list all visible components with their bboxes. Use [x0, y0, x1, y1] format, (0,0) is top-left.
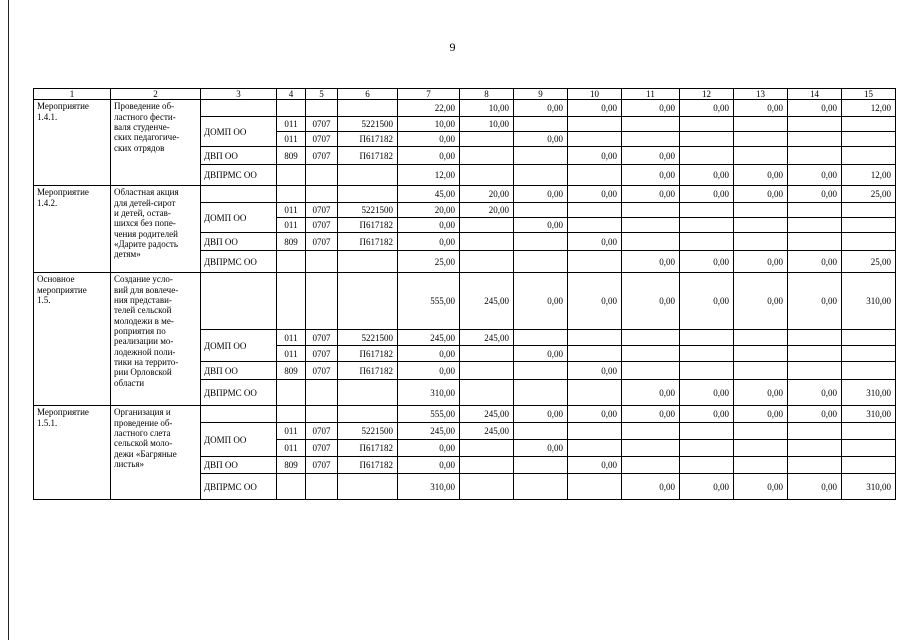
- amount-cell: 0,00: [680, 165, 734, 186]
- empty-cell: [460, 218, 514, 233]
- empty-cell: [568, 218, 622, 233]
- target-article-code: 5221500: [338, 203, 398, 218]
- amount-cell: 245,00: [460, 423, 514, 440]
- table-row-total: [34, 273, 896, 330]
- empty-cell: [788, 346, 842, 362]
- empty-cell: [306, 380, 338, 406]
- empty-cell: [842, 362, 896, 380]
- empty-cell: [568, 440, 622, 457]
- empty-cell: [277, 165, 306, 186]
- agency-name: ДОМП ОО: [201, 423, 277, 457]
- amount-cell: 0,00: [514, 218, 568, 233]
- target-article-code: 5221500: [338, 423, 398, 440]
- amount-cell: 0,00: [514, 346, 568, 362]
- agency-name: ДОМП ОО: [201, 330, 277, 362]
- amount-cell: 0,00: [680, 273, 734, 330]
- empty-cell: [514, 330, 568, 346]
- amount-cell: [622, 457, 680, 474]
- target-article-code: 5221500: [338, 117, 398, 132]
- grbs-code: 809: [277, 233, 306, 251]
- amount-cell: 0,00: [734, 380, 788, 406]
- empty-cell: [788, 330, 842, 346]
- amount-cell: 245,00: [460, 273, 514, 330]
- amount-cell: 10,00: [398, 117, 460, 132]
- measure-label: Мероприятие 1.5.1.: [34, 406, 111, 500]
- empty-cell: [514, 203, 568, 218]
- agency-name: ДВПРМС ОО: [201, 474, 277, 500]
- empty-cell: [568, 380, 622, 406]
- amount-cell: [622, 362, 680, 380]
- amount-cell: 0,00: [398, 440, 460, 457]
- amount-cell: 12,00: [842, 100, 896, 117]
- empty-cell: [842, 423, 896, 440]
- amount-cell: 310,00: [842, 380, 896, 406]
- empty-cell: [460, 346, 514, 362]
- empty-cell: [514, 233, 568, 251]
- empty-cell: [568, 132, 622, 147]
- grbs-code: 011: [277, 423, 306, 440]
- agency-name: ДВПРМС ОО: [201, 380, 277, 406]
- empty-cell: [842, 346, 896, 362]
- section-code: 0707: [306, 233, 338, 251]
- section-code: 0707: [306, 423, 338, 440]
- agency-name: ДВП ОО: [201, 362, 277, 380]
- empty-cell: [277, 251, 306, 273]
- empty-cell: [514, 457, 568, 474]
- empty-cell: [622, 203, 680, 218]
- empty-cell: [201, 186, 277, 203]
- section-code: 0707: [306, 362, 338, 380]
- measure-description: Создание усло- вий для вовлече- ния представи- телей сельской молодежи в ме- роприятия по реализации мо- лодежной поли- тики на террито- рии Орловской области: [111, 273, 201, 406]
- amount-cell: 0,00: [622, 100, 680, 117]
- amount-cell: 0,00: [622, 380, 680, 406]
- agency-name: ДОМП ОО: [201, 203, 277, 233]
- empty-cell: [680, 440, 734, 457]
- header-cell: 5: [306, 89, 338, 100]
- grbs-code: 011: [277, 330, 306, 346]
- amount-cell: 0,00: [568, 362, 622, 380]
- empty-cell: [568, 330, 622, 346]
- empty-cell: [568, 423, 622, 440]
- amount-cell: 0,00: [568, 233, 622, 251]
- empty-cell: [277, 186, 306, 203]
- section-code: 0707: [306, 457, 338, 474]
- budget-table: [33, 88, 896, 500]
- amount-cell: 0,00: [788, 100, 842, 117]
- amount-cell: 555,00: [398, 406, 460, 423]
- amount-cell: 0,00: [734, 406, 788, 423]
- amount-cell: 0,00: [680, 406, 734, 423]
- amount-cell: 0,00: [680, 251, 734, 273]
- empty-cell: [842, 457, 896, 474]
- header-cell: 14: [788, 89, 842, 100]
- empty-cell: [460, 165, 514, 186]
- amount-cell: 20,00: [460, 186, 514, 203]
- empty-cell: [306, 251, 338, 273]
- amount-cell: 0,00: [514, 132, 568, 147]
- empty-cell: [680, 362, 734, 380]
- empty-cell: [306, 186, 338, 203]
- empty-cell: [680, 457, 734, 474]
- empty-cell: [514, 147, 568, 165]
- amount-cell: 0,00: [398, 233, 460, 251]
- amount-cell: 310,00: [398, 380, 460, 406]
- empty-cell: [277, 273, 306, 330]
- empty-cell: [788, 457, 842, 474]
- empty-cell: [680, 346, 734, 362]
- empty-cell: [201, 406, 277, 423]
- amount-cell: 0,00: [680, 186, 734, 203]
- empty-cell: [680, 132, 734, 147]
- header-cell: 8: [460, 89, 514, 100]
- grbs-code: 011: [277, 440, 306, 457]
- empty-cell: [201, 100, 277, 117]
- empty-cell: [514, 251, 568, 273]
- amount-cell: 0,00: [788, 251, 842, 273]
- amount-cell: 0,00: [788, 380, 842, 406]
- empty-cell: [788, 440, 842, 457]
- empty-cell: [514, 380, 568, 406]
- amount-cell: 0,00: [514, 440, 568, 457]
- empty-cell: [734, 362, 788, 380]
- amount-cell: 0,00: [788, 186, 842, 203]
- empty-cell: [622, 132, 680, 147]
- empty-cell: [277, 100, 306, 117]
- amount-cell: 0,00: [514, 406, 568, 423]
- amount-cell: 0,00: [622, 251, 680, 273]
- target-article-code: П617182: [338, 132, 398, 147]
- amount-cell: 310,00: [842, 406, 896, 423]
- amount-cell: 0,00: [788, 406, 842, 423]
- grbs-code: 809: [277, 457, 306, 474]
- empty-cell: [788, 132, 842, 147]
- empty-cell: [842, 233, 896, 251]
- empty-cell: [514, 423, 568, 440]
- target-article-code: П617182: [338, 346, 398, 362]
- amount-cell: 0,00: [568, 457, 622, 474]
- amount-cell: 0,00: [568, 100, 622, 117]
- empty-cell: [622, 218, 680, 233]
- empty-cell: [568, 251, 622, 273]
- grbs-code: 011: [277, 218, 306, 233]
- empty-cell: [201, 273, 277, 330]
- amount-cell: 0,00: [622, 406, 680, 423]
- target-article-code: П617182: [338, 147, 398, 165]
- empty-cell: [842, 203, 896, 218]
- amount-cell: 245,00: [398, 330, 460, 346]
- empty-cell: [734, 440, 788, 457]
- amount-cell: 0,00: [398, 218, 460, 233]
- target-article-code: П617182: [338, 218, 398, 233]
- amount-cell: 0,00: [622, 147, 680, 165]
- empty-cell: [734, 203, 788, 218]
- table-row-total: [34, 186, 896, 203]
- amount-cell: 0,00: [788, 474, 842, 500]
- empty-cell: [680, 203, 734, 218]
- section-code: 0707: [306, 330, 338, 346]
- empty-cell: [842, 218, 896, 233]
- grbs-code: 011: [277, 132, 306, 147]
- amount-cell: 25,00: [398, 251, 460, 273]
- empty-cell: [460, 233, 514, 251]
- empty-cell: [788, 362, 842, 380]
- header-cell: 3: [201, 89, 277, 100]
- empty-cell: [842, 440, 896, 457]
- measure-description: Областная акция для детей-сирот и детей, остав- шихся без попе- чения родителей «Дарите радость детям»: [111, 186, 201, 273]
- empty-cell: [788, 147, 842, 165]
- amount-cell: 245,00: [460, 406, 514, 423]
- table-row-total: [34, 100, 896, 117]
- amount-cell: 310,00: [398, 474, 460, 500]
- amount-cell: 0,00: [568, 273, 622, 330]
- empty-cell: [306, 406, 338, 423]
- amount-cell: 310,00: [842, 273, 896, 330]
- empty-cell: [788, 203, 842, 218]
- agency-name: ДВП ОО: [201, 457, 277, 474]
- target-article-code: П617182: [338, 440, 398, 457]
- section-code: 0707: [306, 218, 338, 233]
- section-code: 0707: [306, 147, 338, 165]
- amount-cell: 0,00: [398, 346, 460, 362]
- measure-label: Мероприятие 1.4.2.: [34, 186, 111, 273]
- empty-cell: [622, 117, 680, 132]
- section-code: 0707: [306, 203, 338, 218]
- empty-cell: [338, 474, 398, 500]
- measure-label: Основное мероприятие 1.5.: [34, 273, 111, 406]
- empty-cell: [306, 165, 338, 186]
- amount-cell: 20,00: [398, 203, 460, 218]
- amount-cell: 0,00: [734, 474, 788, 500]
- empty-cell: [788, 423, 842, 440]
- agency-name: ДВПРМС ОО: [201, 251, 277, 273]
- agency-name: ДВПРМС ОО: [201, 165, 277, 186]
- amount-cell: 25,00: [842, 186, 896, 203]
- empty-cell: [734, 132, 788, 147]
- empty-cell: [622, 330, 680, 346]
- amount-cell: 0,00: [398, 457, 460, 474]
- amount-cell: 25,00: [842, 251, 896, 273]
- header-cell: 13: [734, 89, 788, 100]
- empty-cell: [734, 457, 788, 474]
- empty-cell: [788, 233, 842, 251]
- empty-cell: [460, 440, 514, 457]
- empty-cell: [514, 165, 568, 186]
- empty-cell: [734, 117, 788, 132]
- amount-cell: 0,00: [734, 100, 788, 117]
- empty-cell: [277, 380, 306, 406]
- empty-cell: [306, 474, 338, 500]
- agency-name: ДВП ОО: [201, 233, 277, 251]
- amount-cell: 245,00: [460, 330, 514, 346]
- header-cell: 4: [277, 89, 306, 100]
- empty-cell: [568, 117, 622, 132]
- empty-cell: [460, 380, 514, 406]
- empty-cell: [514, 474, 568, 500]
- table-row-total: [34, 406, 896, 423]
- amount-cell: 0,00: [622, 165, 680, 186]
- left-margin-rule: [8, 0, 9, 640]
- amount-cell: 10,00: [460, 117, 514, 132]
- grbs-code: 011: [277, 346, 306, 362]
- grbs-code: 011: [277, 117, 306, 132]
- target-article-code: 5221500: [338, 330, 398, 346]
- empty-cell: [734, 423, 788, 440]
- amount-cell: 0,00: [398, 132, 460, 147]
- amount-cell: 555,00: [398, 273, 460, 330]
- empty-cell: [306, 100, 338, 117]
- header-cell: 6: [338, 89, 398, 100]
- amount-cell: 0,00: [568, 406, 622, 423]
- empty-cell: [788, 218, 842, 233]
- header-cell: 12: [680, 89, 734, 100]
- amount-cell: 0,00: [514, 273, 568, 330]
- empty-cell: [734, 147, 788, 165]
- header-cell: 2: [111, 89, 201, 100]
- empty-cell: [680, 147, 734, 165]
- header-cell: 15: [842, 89, 896, 100]
- amount-cell: 0,00: [734, 165, 788, 186]
- amount-cell: 0,00: [398, 147, 460, 165]
- empty-cell: [622, 346, 680, 362]
- empty-cell: [734, 233, 788, 251]
- empty-cell: [338, 186, 398, 203]
- empty-cell: [460, 132, 514, 147]
- empty-cell: [338, 406, 398, 423]
- section-code: 0707: [306, 440, 338, 457]
- amount-cell: 12,00: [398, 165, 460, 186]
- amount-cell: 20,00: [460, 203, 514, 218]
- amount-cell: 45,00: [398, 186, 460, 203]
- header-cell: 7: [398, 89, 460, 100]
- amount-cell: 0,00: [734, 251, 788, 273]
- empty-cell: [680, 218, 734, 233]
- amount-cell: 0,00: [622, 273, 680, 330]
- target-article-code: П617182: [338, 362, 398, 380]
- empty-cell: [338, 165, 398, 186]
- header-cell: 11: [622, 89, 680, 100]
- target-article-code: П617182: [338, 233, 398, 251]
- amount-cell: 0,00: [622, 186, 680, 203]
- amount-cell: 0,00: [398, 362, 460, 380]
- empty-cell: [842, 117, 896, 132]
- empty-cell: [568, 346, 622, 362]
- amount-cell: 0,00: [514, 100, 568, 117]
- amount-cell: 0,00: [622, 474, 680, 500]
- empty-cell: [460, 147, 514, 165]
- empty-cell: [460, 362, 514, 380]
- measure-label: Мероприятие 1.4.1.: [34, 100, 111, 186]
- empty-cell: [842, 147, 896, 165]
- amount-cell: 0,00: [680, 100, 734, 117]
- empty-cell: [460, 251, 514, 273]
- amount-cell: 10,00: [460, 100, 514, 117]
- empty-cell: [568, 165, 622, 186]
- amount-cell: 0,00: [734, 273, 788, 330]
- amount-cell: [622, 233, 680, 251]
- grbs-code: 809: [277, 147, 306, 165]
- column-number-header-row: [34, 89, 896, 100]
- amount-cell: 22,00: [398, 100, 460, 117]
- empty-cell: [788, 117, 842, 132]
- empty-cell: [277, 474, 306, 500]
- empty-cell: [622, 440, 680, 457]
- empty-cell: [460, 474, 514, 500]
- amount-cell: 0,00: [568, 147, 622, 165]
- empty-cell: [680, 423, 734, 440]
- empty-cell: [622, 423, 680, 440]
- header-cell: 9: [514, 89, 568, 100]
- empty-cell: [460, 457, 514, 474]
- amount-cell: 0,00: [680, 474, 734, 500]
- amount-cell: 0,00: [568, 186, 622, 203]
- empty-cell: [514, 117, 568, 132]
- empty-cell: [514, 362, 568, 380]
- section-code: 0707: [306, 132, 338, 147]
- amount-cell: 0,00: [680, 380, 734, 406]
- grbs-code: 809: [277, 362, 306, 380]
- amount-cell: 0,00: [514, 186, 568, 203]
- header-cell: 10: [568, 89, 622, 100]
- agency-name: ДВП ОО: [201, 147, 277, 165]
- section-code: 0707: [306, 117, 338, 132]
- amount-cell: 310,00: [842, 474, 896, 500]
- grbs-code: 011: [277, 203, 306, 218]
- empty-cell: [842, 132, 896, 147]
- empty-cell: [734, 330, 788, 346]
- amount-cell: 245,00: [398, 423, 460, 440]
- empty-cell: [680, 117, 734, 132]
- measure-description: Проведение об- ластного фести- валя студенче- ских педагогиче- ских отрядов: [111, 100, 201, 186]
- empty-cell: [680, 330, 734, 346]
- empty-cell: [338, 380, 398, 406]
- empty-cell: [568, 203, 622, 218]
- empty-cell: [734, 346, 788, 362]
- amount-cell: 0,00: [788, 273, 842, 330]
- amount-cell: 0,00: [788, 165, 842, 186]
- section-code: 0707: [306, 346, 338, 362]
- page-number: 9: [449, 40, 456, 54]
- empty-cell: [338, 251, 398, 273]
- empty-cell: [568, 474, 622, 500]
- agency-name: ДОМП ОО: [201, 117, 277, 147]
- empty-cell: [338, 273, 398, 330]
- target-article-code: П617182: [338, 457, 398, 474]
- amount-cell: 0,00: [734, 186, 788, 203]
- empty-cell: [734, 218, 788, 233]
- header-cell: 1: [34, 89, 111, 100]
- empty-cell: [277, 406, 306, 423]
- empty-cell: [338, 100, 398, 117]
- empty-cell: [306, 273, 338, 330]
- measure-description: Организация и проведение об- ластного слета сельской моло- дежи «Багряные листья»: [111, 406, 201, 500]
- empty-cell: [842, 330, 896, 346]
- empty-cell: [680, 233, 734, 251]
- amount-cell: 12,00: [842, 165, 896, 186]
